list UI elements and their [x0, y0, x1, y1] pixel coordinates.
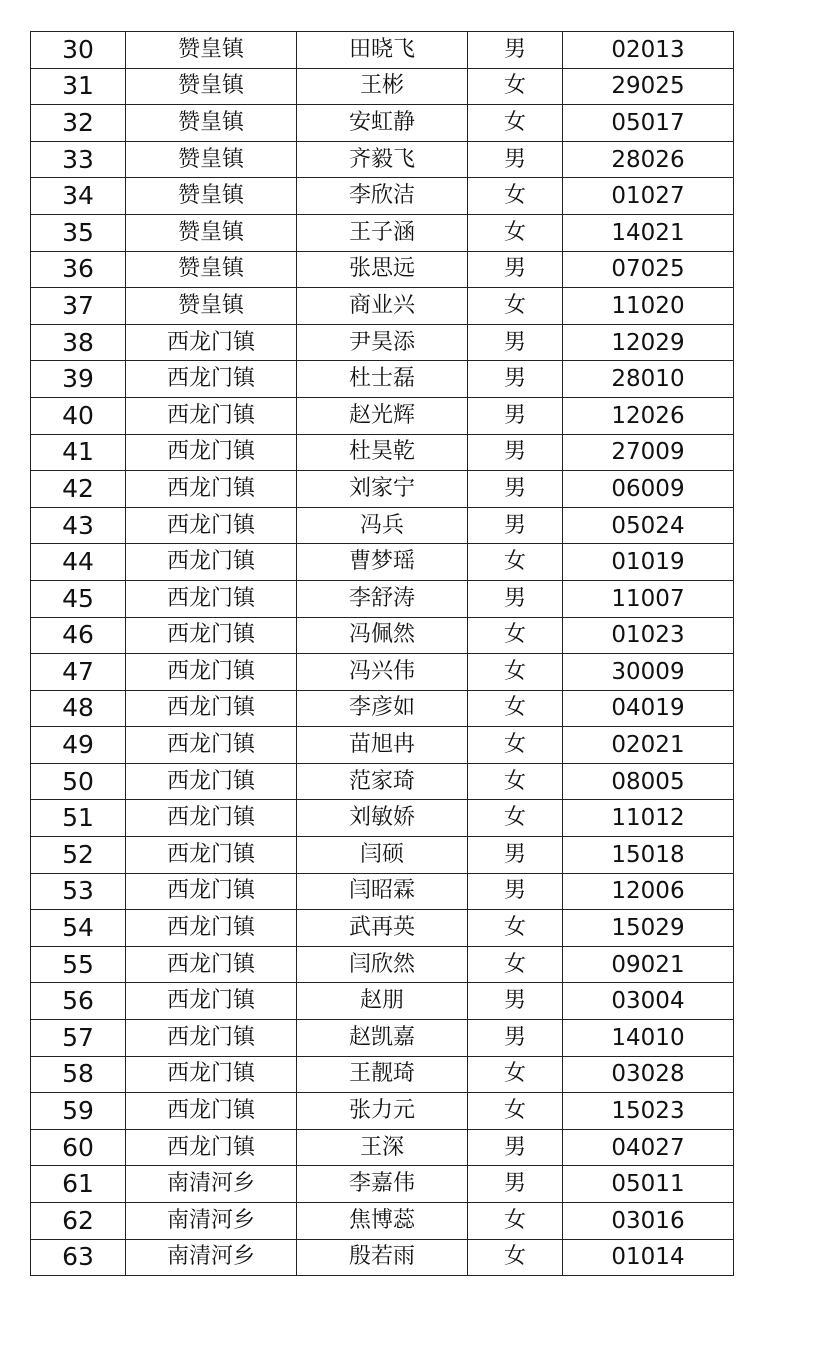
gender-cell: 男: [468, 324, 563, 361]
gender-cell: 男: [468, 1020, 563, 1057]
name-cell: 闫昭霖: [297, 873, 468, 910]
table-row: [31, 654, 734, 691]
name-cell: 曹梦瑶: [297, 544, 468, 581]
row-number: 38: [31, 324, 126, 361]
gender-cell: 男: [468, 837, 563, 874]
name-cell: 齐毅飞: [297, 141, 468, 178]
name-cell: 冯兴伟: [297, 654, 468, 691]
row-number: 32: [31, 105, 126, 142]
town-cell: 西龙门镇: [126, 763, 297, 800]
table-row: [31, 690, 734, 727]
town-cell: 西龙门镇: [126, 800, 297, 837]
row-number: 51: [31, 800, 126, 837]
name-cell: 李舒涛: [297, 580, 468, 617]
code-cell: 01027: [563, 178, 734, 215]
gender-cell: 女: [468, 690, 563, 727]
gender-cell: 女: [468, 1203, 563, 1240]
table-row: [31, 507, 734, 544]
name-cell: 杜士磊: [297, 361, 468, 398]
row-number: 36: [31, 251, 126, 288]
town-cell: 西龙门镇: [126, 983, 297, 1020]
table-row: [31, 434, 734, 471]
gender-cell: 女: [468, 617, 563, 654]
gender-cell: 男: [468, 1166, 563, 1203]
town-cell: 西龙门镇: [126, 910, 297, 947]
roster-table: [30, 31, 734, 1276]
town-cell: 南清河乡: [126, 1239, 297, 1276]
town-cell: 赞皇镇: [126, 68, 297, 105]
gender-cell: 女: [468, 763, 563, 800]
code-cell: 01023: [563, 617, 734, 654]
table-row: [31, 214, 734, 251]
table-row: [31, 1020, 734, 1057]
code-cell: 08005: [563, 763, 734, 800]
code-cell: 14021: [563, 214, 734, 251]
code-cell: 12029: [563, 324, 734, 361]
town-cell: 西龙门镇: [126, 1020, 297, 1057]
table-row: [31, 32, 734, 69]
town-cell: 西龙门镇: [126, 544, 297, 581]
table-row: [31, 1166, 734, 1203]
table-row: [31, 837, 734, 874]
town-cell: 西龙门镇: [126, 654, 297, 691]
row-number: 57: [31, 1020, 126, 1057]
row-number: 56: [31, 983, 126, 1020]
town-cell: 西龙门镇: [126, 617, 297, 654]
name-cell: 王靓琦: [297, 1056, 468, 1093]
code-cell: 05011: [563, 1166, 734, 1203]
town-cell: 南清河乡: [126, 1166, 297, 1203]
row-number: 63: [31, 1239, 126, 1276]
town-cell: 西龙门镇: [126, 471, 297, 508]
table-row: [31, 1056, 734, 1093]
town-cell: 西龙门镇: [126, 946, 297, 983]
table-row: [31, 251, 734, 288]
name-cell: 王子涵: [297, 214, 468, 251]
name-cell: 杜昊乾: [297, 434, 468, 471]
code-cell: 01019: [563, 544, 734, 581]
row-number: 43: [31, 507, 126, 544]
name-cell: 商业兴: [297, 288, 468, 325]
row-number: 42: [31, 471, 126, 508]
town-cell: 赞皇镇: [126, 178, 297, 215]
name-cell: 赵光辉: [297, 397, 468, 434]
code-cell: 11012: [563, 800, 734, 837]
row-number: 40: [31, 397, 126, 434]
row-number: 41: [31, 434, 126, 471]
town-cell: 西龙门镇: [126, 1129, 297, 1166]
gender-cell: 男: [468, 873, 563, 910]
code-cell: 14010: [563, 1020, 734, 1057]
gender-cell: 男: [468, 1129, 563, 1166]
gender-cell: 男: [468, 251, 563, 288]
table-row: [31, 68, 734, 105]
row-number: 30: [31, 32, 126, 69]
table-row: [31, 873, 734, 910]
town-cell: 西龙门镇: [126, 873, 297, 910]
gender-cell: 男: [468, 983, 563, 1020]
row-number: 61: [31, 1166, 126, 1203]
name-cell: 尹昊添: [297, 324, 468, 361]
table-row: [31, 800, 734, 837]
gender-cell: 男: [468, 397, 563, 434]
code-cell: 11007: [563, 580, 734, 617]
code-cell: 28010: [563, 361, 734, 398]
town-cell: 西龙门镇: [126, 1056, 297, 1093]
row-number: 44: [31, 544, 126, 581]
town-cell: 南清河乡: [126, 1203, 297, 1240]
code-cell: 12006: [563, 873, 734, 910]
gender-cell: 女: [468, 68, 563, 105]
code-cell: 09021: [563, 946, 734, 983]
row-number: 47: [31, 654, 126, 691]
table-row: [31, 471, 734, 508]
code-cell: 29025: [563, 68, 734, 105]
code-cell: 15018: [563, 837, 734, 874]
town-cell: 赞皇镇: [126, 251, 297, 288]
roster-sheet: [30, 31, 734, 1276]
name-cell: 武再英: [297, 910, 468, 947]
gender-cell: 男: [468, 580, 563, 617]
code-cell: 01014: [563, 1239, 734, 1276]
roster-table-body: [31, 32, 734, 1276]
code-cell: 03004: [563, 983, 734, 1020]
code-cell: 03028: [563, 1056, 734, 1093]
row-number: 52: [31, 837, 126, 874]
town-cell: 赞皇镇: [126, 288, 297, 325]
row-number: 60: [31, 1129, 126, 1166]
town-cell: 西龙门镇: [126, 361, 297, 398]
table-row: [31, 910, 734, 947]
town-cell: 西龙门镇: [126, 837, 297, 874]
table-row: [31, 1203, 734, 1240]
name-cell: 赵朋: [297, 983, 468, 1020]
code-cell: 04027: [563, 1129, 734, 1166]
row-number: 35: [31, 214, 126, 251]
code-cell: 05024: [563, 507, 734, 544]
code-cell: 15029: [563, 910, 734, 947]
gender-cell: 女: [468, 544, 563, 581]
row-number: 37: [31, 288, 126, 325]
gender-cell: 男: [468, 434, 563, 471]
code-cell: 15023: [563, 1093, 734, 1130]
gender-cell: 男: [468, 141, 563, 178]
row-number: 55: [31, 946, 126, 983]
gender-cell: 女: [468, 214, 563, 251]
gender-cell: 女: [468, 105, 563, 142]
name-cell: 冯兵: [297, 507, 468, 544]
name-cell: 闫硕: [297, 837, 468, 874]
row-number: 54: [31, 910, 126, 947]
town-cell: 赞皇镇: [126, 214, 297, 251]
table-row: [31, 361, 734, 398]
name-cell: 安虹静: [297, 105, 468, 142]
gender-cell: 女: [468, 800, 563, 837]
code-cell: 02013: [563, 32, 734, 69]
code-cell: 27009: [563, 434, 734, 471]
code-cell: 30009: [563, 654, 734, 691]
row-number: 33: [31, 141, 126, 178]
row-number: 53: [31, 873, 126, 910]
name-cell: 刘家宁: [297, 471, 468, 508]
gender-cell: 男: [468, 32, 563, 69]
town-cell: 西龙门镇: [126, 397, 297, 434]
row-number: 45: [31, 580, 126, 617]
town-cell: 西龙门镇: [126, 324, 297, 361]
name-cell: 殷若雨: [297, 1239, 468, 1276]
gender-cell: 女: [468, 910, 563, 947]
row-number: 48: [31, 690, 126, 727]
table-row: [31, 544, 734, 581]
row-number: 39: [31, 361, 126, 398]
name-cell: 李嘉伟: [297, 1166, 468, 1203]
code-cell: 05017: [563, 105, 734, 142]
town-cell: 赞皇镇: [126, 32, 297, 69]
gender-cell: 女: [468, 654, 563, 691]
name-cell: 张思远: [297, 251, 468, 288]
table-row: [31, 1093, 734, 1130]
town-cell: 西龙门镇: [126, 1093, 297, 1130]
code-cell: 28026: [563, 141, 734, 178]
name-cell: 王彬: [297, 68, 468, 105]
row-number: 59: [31, 1093, 126, 1130]
row-number: 31: [31, 68, 126, 105]
name-cell: 李彦如: [297, 690, 468, 727]
table-row: [31, 105, 734, 142]
gender-cell: 男: [468, 471, 563, 508]
code-cell: 07025: [563, 251, 734, 288]
gender-cell: 女: [468, 1056, 563, 1093]
code-cell: 02021: [563, 727, 734, 764]
code-cell: 06009: [563, 471, 734, 508]
name-cell: 王深: [297, 1129, 468, 1166]
gender-cell: 女: [468, 946, 563, 983]
table-row: [31, 727, 734, 764]
table-row: [31, 324, 734, 361]
code-cell: 11020: [563, 288, 734, 325]
gender-cell: 女: [468, 1239, 563, 1276]
name-cell: 赵凯嘉: [297, 1020, 468, 1057]
town-cell: 西龙门镇: [126, 727, 297, 764]
table-row: [31, 983, 734, 1020]
row-number: 46: [31, 617, 126, 654]
name-cell: 田晓飞: [297, 32, 468, 69]
table-row: [31, 617, 734, 654]
name-cell: 闫欣然: [297, 946, 468, 983]
table-row: [31, 1129, 734, 1166]
gender-cell: 女: [468, 178, 563, 215]
table-row: [31, 580, 734, 617]
town-cell: 赞皇镇: [126, 141, 297, 178]
name-cell: 苗旭冉: [297, 727, 468, 764]
gender-cell: 女: [468, 1093, 563, 1130]
code-cell: 04019: [563, 690, 734, 727]
gender-cell: 男: [468, 361, 563, 398]
name-cell: 张力元: [297, 1093, 468, 1130]
table-row: [31, 178, 734, 215]
name-cell: 焦博蕊: [297, 1203, 468, 1240]
town-cell: 西龙门镇: [126, 580, 297, 617]
gender-cell: 女: [468, 288, 563, 325]
name-cell: 冯佩然: [297, 617, 468, 654]
town-cell: 西龙门镇: [126, 434, 297, 471]
table-row: [31, 946, 734, 983]
code-cell: 03016: [563, 1203, 734, 1240]
gender-cell: 男: [468, 507, 563, 544]
row-number: 58: [31, 1056, 126, 1093]
row-number: 50: [31, 763, 126, 800]
row-number: 62: [31, 1203, 126, 1240]
table-row: [31, 763, 734, 800]
town-cell: 西龙门镇: [126, 690, 297, 727]
code-cell: 12026: [563, 397, 734, 434]
row-number: 34: [31, 178, 126, 215]
table-row: [31, 141, 734, 178]
name-cell: 范家琦: [297, 763, 468, 800]
name-cell: 刘敏娇: [297, 800, 468, 837]
table-row: [31, 397, 734, 434]
town-cell: 西龙门镇: [126, 507, 297, 544]
row-number: 49: [31, 727, 126, 764]
name-cell: 李欣洁: [297, 178, 468, 215]
table-row: [31, 1239, 734, 1276]
town-cell: 赞皇镇: [126, 105, 297, 142]
gender-cell: 女: [468, 727, 563, 764]
table-row: [31, 288, 734, 325]
